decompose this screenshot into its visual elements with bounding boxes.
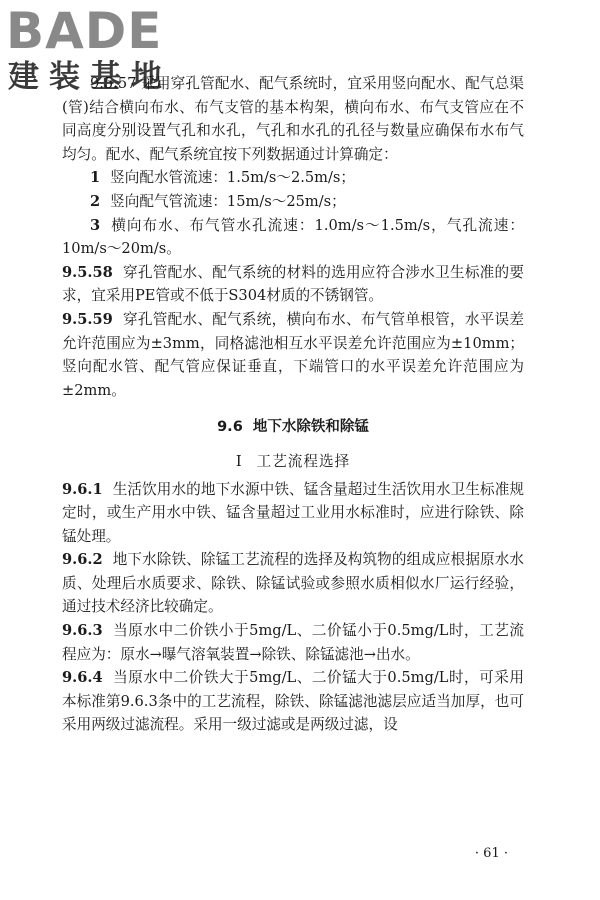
section-number: 9.6 — [217, 419, 243, 436]
clause-text: 当原水中二价铁大于5mg/L、二价锰大于0.5mg/L时，可采用本标准第9.6.3条中的工艺流程，除铁、除锰滤池滤层应适当加厚，也可采用两级过滤流程。采用一级过滤或是两级过滤，设 — [62, 669, 524, 734]
clause-text: 地下水除铁、除锰工艺流程的选择及构筑物的组成应根据原水水质、处理后水质要求、除铁、除锰试验或参照水质相似水厂运行经验，通过技术经济比较确定。 — [62, 551, 524, 616]
clause-number: 9.5.58 — [62, 263, 113, 281]
list-item-1 — [62, 166, 524, 190]
logo-brand: BADE — [6, 2, 163, 60]
clause-text: 穿孔管配水、配气系统，横向布水、布气管单根管，水平误差允许范围应为±3mm，同格滤池相互水平误差允许范围应为±10mm；竖向配水管、配气管应保证垂直，下端管口的水平误差允许范围应为±2mm。 — [62, 310, 524, 399]
list-item-2 — [62, 190, 524, 214]
clause-number: 9.5.59 — [62, 310, 113, 328]
clause-9-6-1 — [62, 478, 524, 549]
list-item-number: 2 — [90, 192, 101, 210]
section-title: 地下水除铁和除锰 — [252, 419, 369, 436]
list-item-number: 1 — [90, 169, 101, 187]
list-item-text: 横向布水、布气管水孔流速：1.0m/s～1.5m/s，气孔流速：10m/s～20m/s。 — [62, 216, 524, 258]
clause-number: 9.6.3 — [62, 622, 103, 640]
list-item-3 — [62, 214, 524, 261]
clause-9-6-3 — [62, 619, 524, 666]
list-item-number: 3 — [90, 216, 101, 234]
page-number: · 61 · — [474, 846, 508, 861]
clause-9-5-58 — [62, 261, 524, 308]
clause-text: 穿孔管配水、配气系统的材料的选用应符合涉水卫生标准的要求，宜采用PE管或不低于S304材质的不锈钢管。 — [62, 263, 524, 305]
list-item-text: 竖向配水管流速：1.5m/s～2.5m/s； — [110, 169, 356, 187]
subsection-title: 工艺流程选择 — [256, 452, 351, 470]
logo-subtitle: 建装基地 — [8, 59, 172, 95]
clause-9-6-4 — [62, 666, 524, 737]
clause-9-5-59 — [62, 308, 524, 402]
subsection-numeral: I — [235, 452, 243, 470]
clause-9-6-2 — [62, 548, 524, 619]
clause-text: 生活饮用水的地下水源中铁、锰含量超过生活饮用水卫生标准规定时，或生产用水中铁、锰含量超过工业用水标准时，应进行除铁、除锰处理。 — [62, 480, 524, 545]
section-heading — [62, 416, 524, 440]
list-item-text: 竖向配气管流速：15m/s～25m/s； — [110, 192, 346, 210]
clause-9-5-57: 9.5.57 采用穿孔管配水、配气系统时，宜采用竖向配水、配气总渠(管)结合横向布水、布气支管的基本构架，横向布水、布气支管应在不同高度分别设置气孔和水孔，气孔和水孔的孔径与数量应确保布水布气均匀。配水、配气系统宜按下列数据通过计算确定： — [62, 75, 524, 163]
clause-number: 9.6.4 — [62, 669, 103, 687]
clause-number: 9.6.2 — [62, 551, 103, 569]
clause-text: 当原水中二价铁小于5mg/L、二价锰小于0.5mg/L时，工艺流程应为：原水→曝气溶氧装置→除铁、除锰滤池→出水。 — [62, 622, 524, 663]
clause-number: 9.6.1 — [62, 480, 103, 498]
subsection-heading — [62, 450, 524, 474]
document-body — [62, 72, 524, 737]
